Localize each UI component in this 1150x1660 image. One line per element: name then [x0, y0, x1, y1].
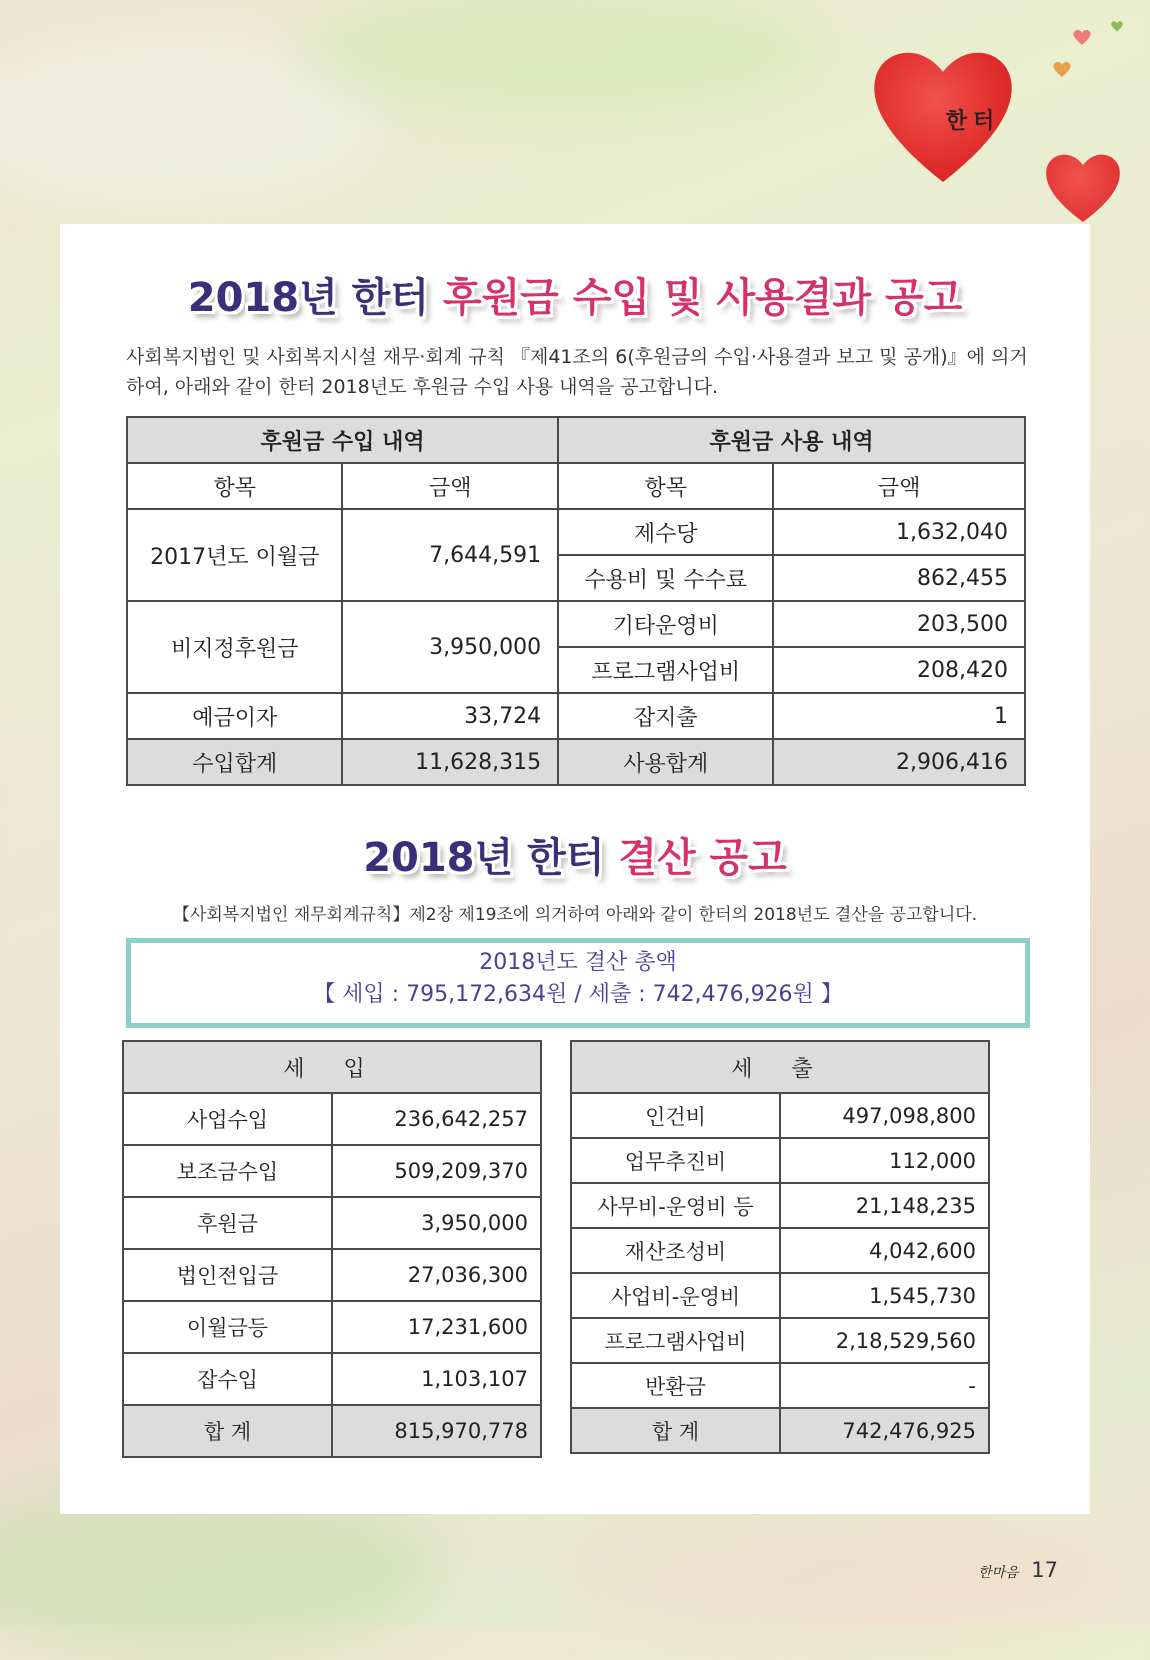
expenditure-item: 반환금 — [571, 1363, 780, 1408]
expenditure-header: 세 출 — [571, 1041, 989, 1093]
page-footer — [978, 1558, 1058, 1582]
expenditure-item: 사업비-운영비 — [571, 1273, 780, 1318]
heart-icon — [1043, 150, 1123, 224]
col-item: 항목 — [558, 463, 773, 509]
expense-total-label: 사용합계 — [558, 739, 773, 785]
total-row — [127, 739, 1025, 785]
expenditure-item: 사무비-운영비 등 — [571, 1183, 780, 1228]
table-row — [127, 601, 1025, 647]
income-item: 예금이자 — [127, 693, 342, 739]
table-row — [123, 1249, 541, 1301]
expense-total: 2,906,416 — [773, 739, 1025, 785]
content-panel — [60, 224, 1090, 1514]
table-row — [571, 1093, 989, 1138]
expense-amount: 862,455 — [773, 555, 1025, 601]
expenditure-amount: - — [780, 1363, 989, 1408]
expense-item: 제수당 — [558, 509, 773, 555]
expense-item: 프로그램사업비 — [558, 647, 773, 693]
income-amount: 7,644,591 — [342, 509, 558, 601]
income-amount: 33,724 — [342, 693, 558, 739]
title-part-year: 2018년 한터 — [363, 835, 605, 881]
expense-amount: 1 — [773, 693, 1025, 739]
revenue-item: 이월금등 — [123, 1301, 332, 1353]
settlement-notice-title — [60, 826, 1090, 883]
table-row — [123, 1197, 541, 1249]
expenditure-item: 프로그램사업비 — [571, 1318, 780, 1363]
income-total: 11,628,315 — [342, 739, 558, 785]
expenditure-total: 742,476,925 — [780, 1408, 989, 1453]
settlement-summary-box — [126, 938, 1030, 1028]
income-total-label: 수입합계 — [127, 739, 342, 785]
revenue-header: 세 입 — [123, 1041, 541, 1093]
page-number: 17 — [1031, 1558, 1058, 1582]
expense-header: 후원금 사용 내역 — [558, 417, 1025, 463]
revenue-item: 잡수입 — [123, 1353, 332, 1405]
table-row — [123, 1145, 541, 1197]
table-row — [123, 1353, 541, 1405]
heart-icon — [1072, 28, 1092, 46]
table-row — [571, 1363, 989, 1408]
background-wash — [300, 0, 820, 120]
expenditure-amount: 2,18,529,560 — [780, 1318, 989, 1363]
income-amount: 3,950,000 — [342, 601, 558, 693]
expense-amount: 208,420 — [773, 647, 1025, 693]
expense-amount: 203,500 — [773, 601, 1025, 647]
expenditure-amount: 497,098,800 — [780, 1093, 989, 1138]
total-row — [123, 1405, 541, 1457]
expenditure-amount: 112,000 — [780, 1138, 989, 1183]
total-row — [571, 1408, 989, 1453]
expenditure-amount: 21,148,235 — [780, 1183, 989, 1228]
revenue-item: 사업수입 — [123, 1093, 332, 1145]
revenue-total: 815,970,778 — [332, 1405, 541, 1457]
table-row — [127, 509, 1025, 555]
expense-item: 기타운영비 — [558, 601, 773, 647]
donation-notice-intro: 사회복지법인 및 사회복지시설 재무·회계 규칙 『제41조의 6(후원금의 수입·사용결과 보고 및 공개)』에 의거하여, 아래와 같이 한터 2018년도 후원금 수입 사용 내역을 공고합니다. — [126, 346, 1028, 398]
heart-icon — [1052, 60, 1072, 78]
table-row — [571, 1273, 989, 1318]
expense-item: 수용비 및 수수료 — [558, 555, 773, 601]
income-item: 비지정후원금 — [127, 601, 342, 693]
table-row — [571, 1138, 989, 1183]
revenue-item: 후원금 — [123, 1197, 332, 1249]
summary-title: 2018년도 결산 총액 — [479, 950, 677, 975]
donation-notice-title — [60, 266, 1090, 323]
table-row — [571, 1318, 989, 1363]
settlement-notice-intro: 【사회복지법인 재무회계규칙】제2장 제19조에 의거하여 아래와 같이 한터의 2018년도 결산을 공고합니다. — [172, 905, 978, 925]
table-row — [123, 1093, 541, 1145]
revenue-item: 보조금수입 — [123, 1145, 332, 1197]
table-row — [123, 1301, 541, 1353]
table-row — [127, 693, 1025, 739]
revenue-amount: 17,231,600 — [332, 1301, 541, 1353]
expenditure-item: 인건비 — [571, 1093, 780, 1138]
revenue-amount: 27,036,300 — [332, 1249, 541, 1301]
donation-table — [126, 416, 1026, 786]
col-item: 항목 — [127, 463, 342, 509]
heart-icon — [1110, 20, 1124, 32]
table-row — [571, 1183, 989, 1228]
section-badge: 한터 — [945, 109, 1001, 134]
title-part-subject: 후원금 수입 및 사용결과 공고 — [442, 275, 963, 321]
col-amount: 금액 — [773, 463, 1025, 509]
expenditure-total-label: 합 계 — [571, 1408, 780, 1453]
revenue-amount: 236,642,257 — [332, 1093, 541, 1145]
expenditure-amount: 1,545,730 — [780, 1273, 989, 1318]
magazine-logo: 한마음 — [978, 1565, 1019, 1581]
income-header: 후원금 수입 내역 — [127, 417, 558, 463]
expense-amount: 1,632,040 — [773, 509, 1025, 555]
table-row — [571, 1228, 989, 1273]
title-part-year: 2018년 한터 — [187, 275, 429, 321]
revenue-table — [122, 1040, 542, 1458]
expenditure-item: 재산조성비 — [571, 1228, 780, 1273]
expenditure-item: 업무추진비 — [571, 1138, 780, 1183]
revenue-item: 법인전입금 — [123, 1249, 332, 1301]
revenue-total-label: 합 계 — [123, 1405, 332, 1457]
summary-totals: 【 세입 : 795,172,634원 / 세출 : 742,476,926원 】 — [313, 982, 843, 1007]
revenue-amount: 3,950,000 — [332, 1197, 541, 1249]
revenue-amount: 509,209,370 — [332, 1145, 541, 1197]
expense-item: 잡지출 — [558, 693, 773, 739]
revenue-amount: 1,103,107 — [332, 1353, 541, 1405]
expenditure-amount: 4,042,600 — [780, 1228, 989, 1273]
col-amount: 금액 — [342, 463, 558, 509]
title-part-subject: 결산 공고 — [618, 835, 787, 881]
expenditure-table — [570, 1040, 990, 1454]
income-item: 2017년도 이월금 — [127, 509, 342, 601]
